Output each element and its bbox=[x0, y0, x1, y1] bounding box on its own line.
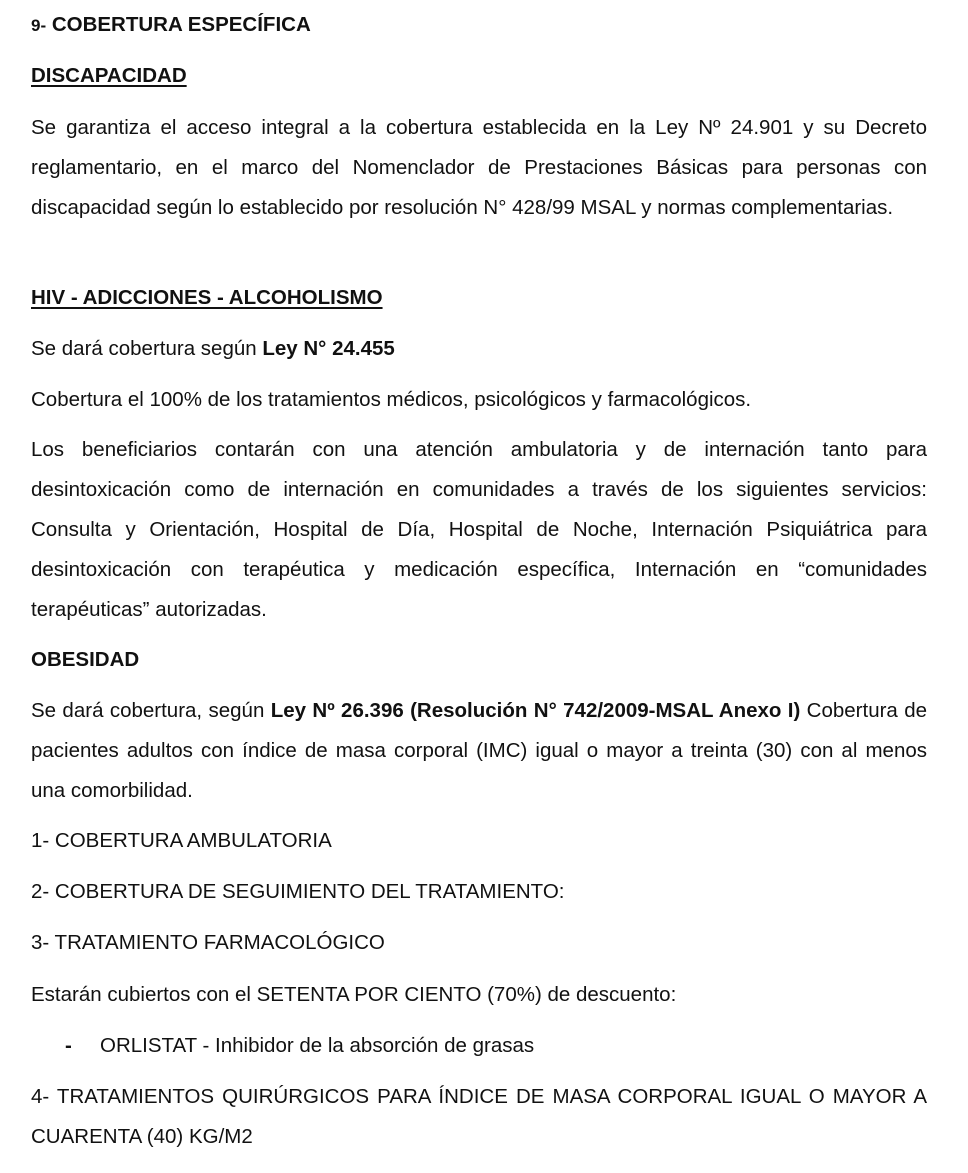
heading-obesidad: OBESIDAD bbox=[31, 648, 140, 671]
section-title bbox=[31, 5, 927, 46]
list-item: 2- COBERTURA DE SEGUIMIENTO DEL TRATAMIENTO: bbox=[31, 880, 565, 903]
list-item: 4- TRATAMIENTOS QUIRÚRGICOS PARA ÍNDICE DE MASA CORPORAL IGUAL O MAYOR A CUARENTA (40) KG/M2 bbox=[31, 1085, 927, 1148]
heading-hiv: HIV - ADICCIONES - ALCOHOLISMO bbox=[31, 286, 383, 309]
paragraph-hiv-law bbox=[31, 329, 927, 369]
obesidad-law: Ley Nº 26.396 (Resolución N° 742/2009-MSAL Anexo I) bbox=[270, 699, 801, 722]
paragraph-hiv-coverage: Cobertura el 100% de los tratamientos médicos, psicológicos y farmacológicos. bbox=[31, 388, 752, 411]
bullet-text: ORLISTAT - Inhibidor de la absorción de grasas bbox=[100, 1034, 535, 1057]
obesidad-law-suffix: Cobertura de pacientes adultos con índice de masa corporal (IMC) igual o mayor a treinta (30) con al menos una comorbilidad. bbox=[31, 699, 927, 802]
obesidad-law-prefix: Se dará cobertura, según bbox=[31, 699, 271, 722]
list-item: 3- TRATAMIENTO FARMACOLÓGICO bbox=[31, 931, 385, 954]
section-number: 9- bbox=[31, 16, 47, 35]
heading-discapacidad: DISCAPACIDAD bbox=[31, 64, 187, 87]
paragraph-hiv-services: Los beneficiarios contarán con una atención ambulatoria y de internación tanto para desintoxicación como de internación en comunidades a través de los siguientes servicios: Consulta y Orientación, Hospital de Día, Hospital de Noche, Internación Psiquiátrica para desintoxicación con terapéutica y medicación específica, Internación en “comunidades terapéuticas” autorizadas. bbox=[31, 438, 927, 621]
paragraph-discapacidad: Se garantiza el acceso integral a la cobertura establecida en la Ley Nº 24.901 y su Decreto reglamentario, en el marco del Nomenclador de Prestaciones Básicas para personas con discapacidad según lo establecido por resolución N° 428/99 MSAL y normas complementarias. bbox=[31, 116, 927, 219]
list-item: 1- COBERTURA AMBULATORIA bbox=[31, 829, 332, 852]
bullet-item bbox=[0, 1026, 968, 1066]
paragraph-obesidad bbox=[31, 691, 927, 811]
section-title-text: COBERTURA ESPECÍFICA bbox=[51, 13, 311, 36]
bullet-dash: - bbox=[65, 1034, 72, 1057]
discount-text: Estarán cubiertos con el SETENTA POR CIENTO (70%) de descuento: bbox=[31, 983, 677, 1006]
hiv-law: Ley N° 24.455 bbox=[262, 337, 395, 360]
hiv-law-prefix: Se dará cobertura según bbox=[31, 337, 263, 360]
